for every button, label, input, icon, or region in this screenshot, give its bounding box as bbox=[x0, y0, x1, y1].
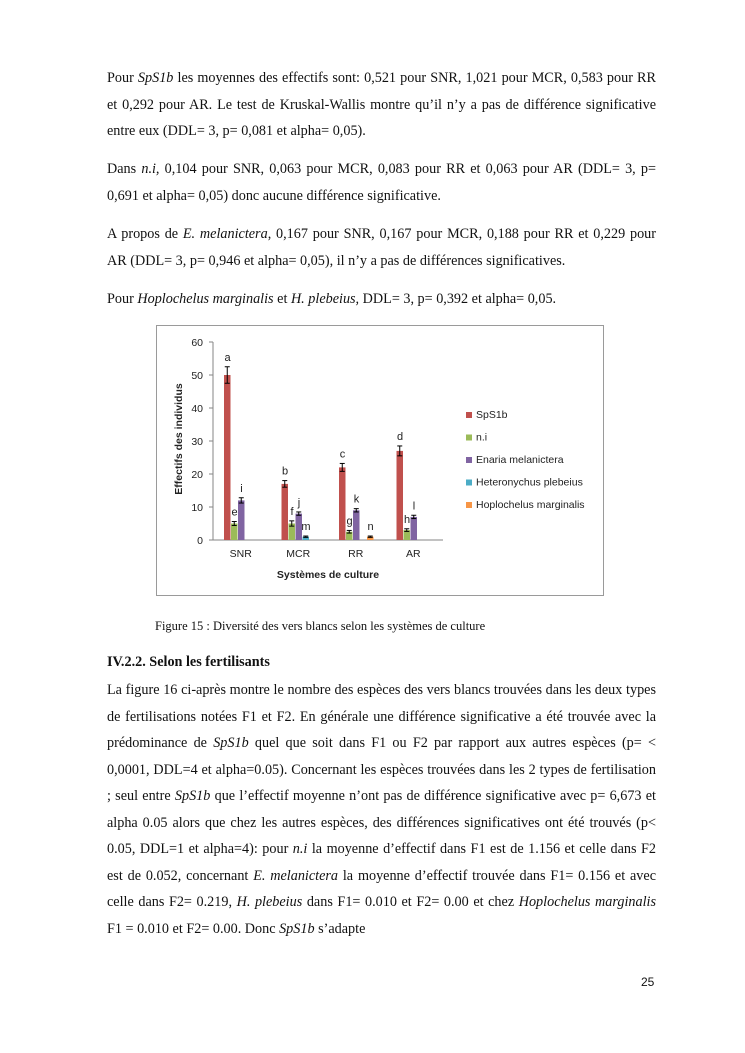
significance-letter: d bbox=[396, 430, 404, 443]
bar-sps1b-mcr bbox=[282, 484, 289, 540]
significance-letter: f bbox=[290, 505, 294, 518]
legend-label: Hoplochelus marginalis bbox=[476, 499, 585, 511]
significance-letter: j bbox=[297, 496, 301, 509]
italic-term: H. plebeius bbox=[236, 894, 303, 910]
bar-enaria-melanictera-rr bbox=[353, 510, 360, 540]
significance-letter: b bbox=[281, 465, 289, 478]
y-tick-label: 30 bbox=[191, 436, 203, 448]
paragraph-ni-means bbox=[107, 156, 656, 209]
significance-letter: a bbox=[224, 351, 231, 364]
paragraph-hoplochelus-stats bbox=[107, 286, 656, 313]
section-heading: IV.2.2. Selon les fertilisants bbox=[107, 654, 270, 670]
figure-15-chart bbox=[156, 325, 604, 596]
text-run: Pour bbox=[107, 70, 138, 86]
x-tick-label: RR bbox=[348, 548, 364, 560]
legend-swatch bbox=[466, 457, 472, 463]
italic-term: SpS1b bbox=[279, 920, 315, 937]
page-number: 25 bbox=[641, 975, 655, 989]
significance-letter: c bbox=[339, 448, 346, 461]
text-run: quel que soit dans F1 ou F2 par rapport aux autres espèces (p= < 0,0001, DDL=4 et alpha=0.05). Concernant les espèces trouvées dans les 2 types de fertilisation ; seul entre bbox=[107, 735, 656, 804]
significance-letter: k bbox=[353, 493, 360, 506]
x-axis-title: Systèmes de culture bbox=[276, 569, 380, 581]
bar-enaria-melanictera-ar bbox=[411, 517, 418, 540]
italic-term: E. melanictera bbox=[182, 226, 268, 242]
significance-letter: l bbox=[412, 500, 416, 513]
text-run: et bbox=[273, 291, 291, 307]
y-tick-label: 10 bbox=[191, 502, 203, 514]
legend-label: n.i bbox=[476, 431, 488, 444]
text-run: Pour bbox=[107, 291, 138, 307]
bar-chart bbox=[157, 326, 603, 595]
text-run: 0,104 pour SNR, 0,063 pour MCR, 0,083 pour RR et 0,063 pour AR (DDL= 3, p= 0,691 et alpha= 0,05) donc aucune différence significative. bbox=[107, 161, 656, 204]
significance-letter: n bbox=[367, 521, 374, 534]
bar-sps1b-ar bbox=[397, 451, 404, 540]
figure-caption: Figure 15 : Diversité des vers blancs selon les systèmes de culture bbox=[155, 619, 486, 633]
italic-term: n.i bbox=[292, 841, 308, 857]
significance-letter: i bbox=[240, 482, 243, 495]
significance-letter: h bbox=[403, 513, 411, 526]
italic-term: Hoplochelus marginalis bbox=[137, 291, 274, 307]
y-tick-label: 60 bbox=[191, 337, 203, 349]
text-run: La figure 16 ci-après montre le nombre des espèces des vers blancs trouvées dans les deux types de fertilisations notées F1 et F2. En générale une différence significative a été trouvée avec la prédominance de bbox=[107, 682, 656, 751]
bar-sps1b-rr bbox=[339, 467, 346, 540]
italic-term: SpS1b bbox=[213, 735, 249, 751]
y-tick-label: 0 bbox=[197, 535, 203, 547]
italic-term: H. plebeius, bbox=[290, 291, 360, 307]
text-run: s’adapte bbox=[314, 920, 366, 937]
paragraph-sps1b-means bbox=[107, 65, 656, 145]
legend-label: Enaria melanictera bbox=[476, 454, 564, 466]
text-run: que l’effectif moyenne n’ont pas de différence significative avec p= 6,673 et alpha 0.05 alors que chez les autres espèces, des différences significatives ont été trouvés (p< 0.05, DDL=1 et alpha=4): pour bbox=[107, 788, 656, 857]
y-axis-title: Effectifs des individus bbox=[173, 383, 185, 495]
italic-term: n.i, bbox=[141, 161, 160, 177]
text-run: A propos de bbox=[107, 226, 183, 242]
text-run: dans F1= 0.010 et F2= 0.00 et chez bbox=[302, 894, 519, 910]
italic-term: E. melanictera bbox=[253, 867, 339, 884]
legend-swatch bbox=[466, 480, 472, 486]
italic-term: Hoplochelus marginalis bbox=[518, 894, 656, 910]
significance-letter: e bbox=[231, 506, 238, 519]
legend-swatch bbox=[466, 502, 472, 508]
text-run: les moyennes des effectifs sont: 0,521 pour SNR, 1,021 pour MCR, 0,583 pour RR et 0,292 pour AR. Le test de Kruskal-Wallis montre qu’il n’y a pas de différence significative entre eux (DDL= 3, p= 0,081 et alpha= 0,05). bbox=[107, 70, 656, 139]
legend-swatch bbox=[466, 412, 472, 418]
significance-letter: g bbox=[346, 515, 353, 528]
text-run: la moyenne d’effectif dans F1 est de 1.156 et celle dans F2 est de 0.052, concernant bbox=[107, 841, 656, 884]
paragraph-fertilisation bbox=[107, 677, 656, 942]
x-tick-label: SNR bbox=[229, 548, 252, 560]
y-tick-label: 40 bbox=[191, 403, 203, 415]
y-tick-label: 50 bbox=[191, 370, 203, 382]
text-run: F1 = 0.010 et F2= 0.00. Donc bbox=[107, 920, 280, 937]
text-run: Dans bbox=[107, 161, 142, 177]
italic-term: SpS1b bbox=[174, 788, 211, 804]
significance-letter: m bbox=[301, 521, 311, 534]
italic-term: SpS1b bbox=[137, 70, 174, 86]
legend-label: Heteronychus plebeius bbox=[476, 476, 583, 489]
text-run: DDL= 3, p= 0,392 et alpha= 0,05. bbox=[359, 291, 557, 307]
y-tick-label: 20 bbox=[191, 469, 203, 481]
legend-swatch bbox=[466, 435, 472, 441]
x-tick-label: MCR bbox=[286, 548, 311, 560]
text-run: la moyenne d’effectif trouvée dans F1= 0.156 et avec celle dans F2= 0.219, bbox=[107, 867, 656, 910]
bar-enaria-melanictera-snr bbox=[238, 500, 245, 540]
text-run: , 0,167 pour SNR, 0,167 pour MCR, 0,188 pour RR et 0,229 pour AR (DDL= 3, p= 0,946 et alpha= 0,05), il n’y a pas de différences significatives. bbox=[107, 226, 656, 269]
bar-sps1b-snr bbox=[224, 375, 231, 540]
x-tick-label: AR bbox=[405, 548, 421, 560]
paragraph-melanictera-means bbox=[107, 221, 656, 274]
legend-label: SpS1b bbox=[476, 409, 508, 421]
